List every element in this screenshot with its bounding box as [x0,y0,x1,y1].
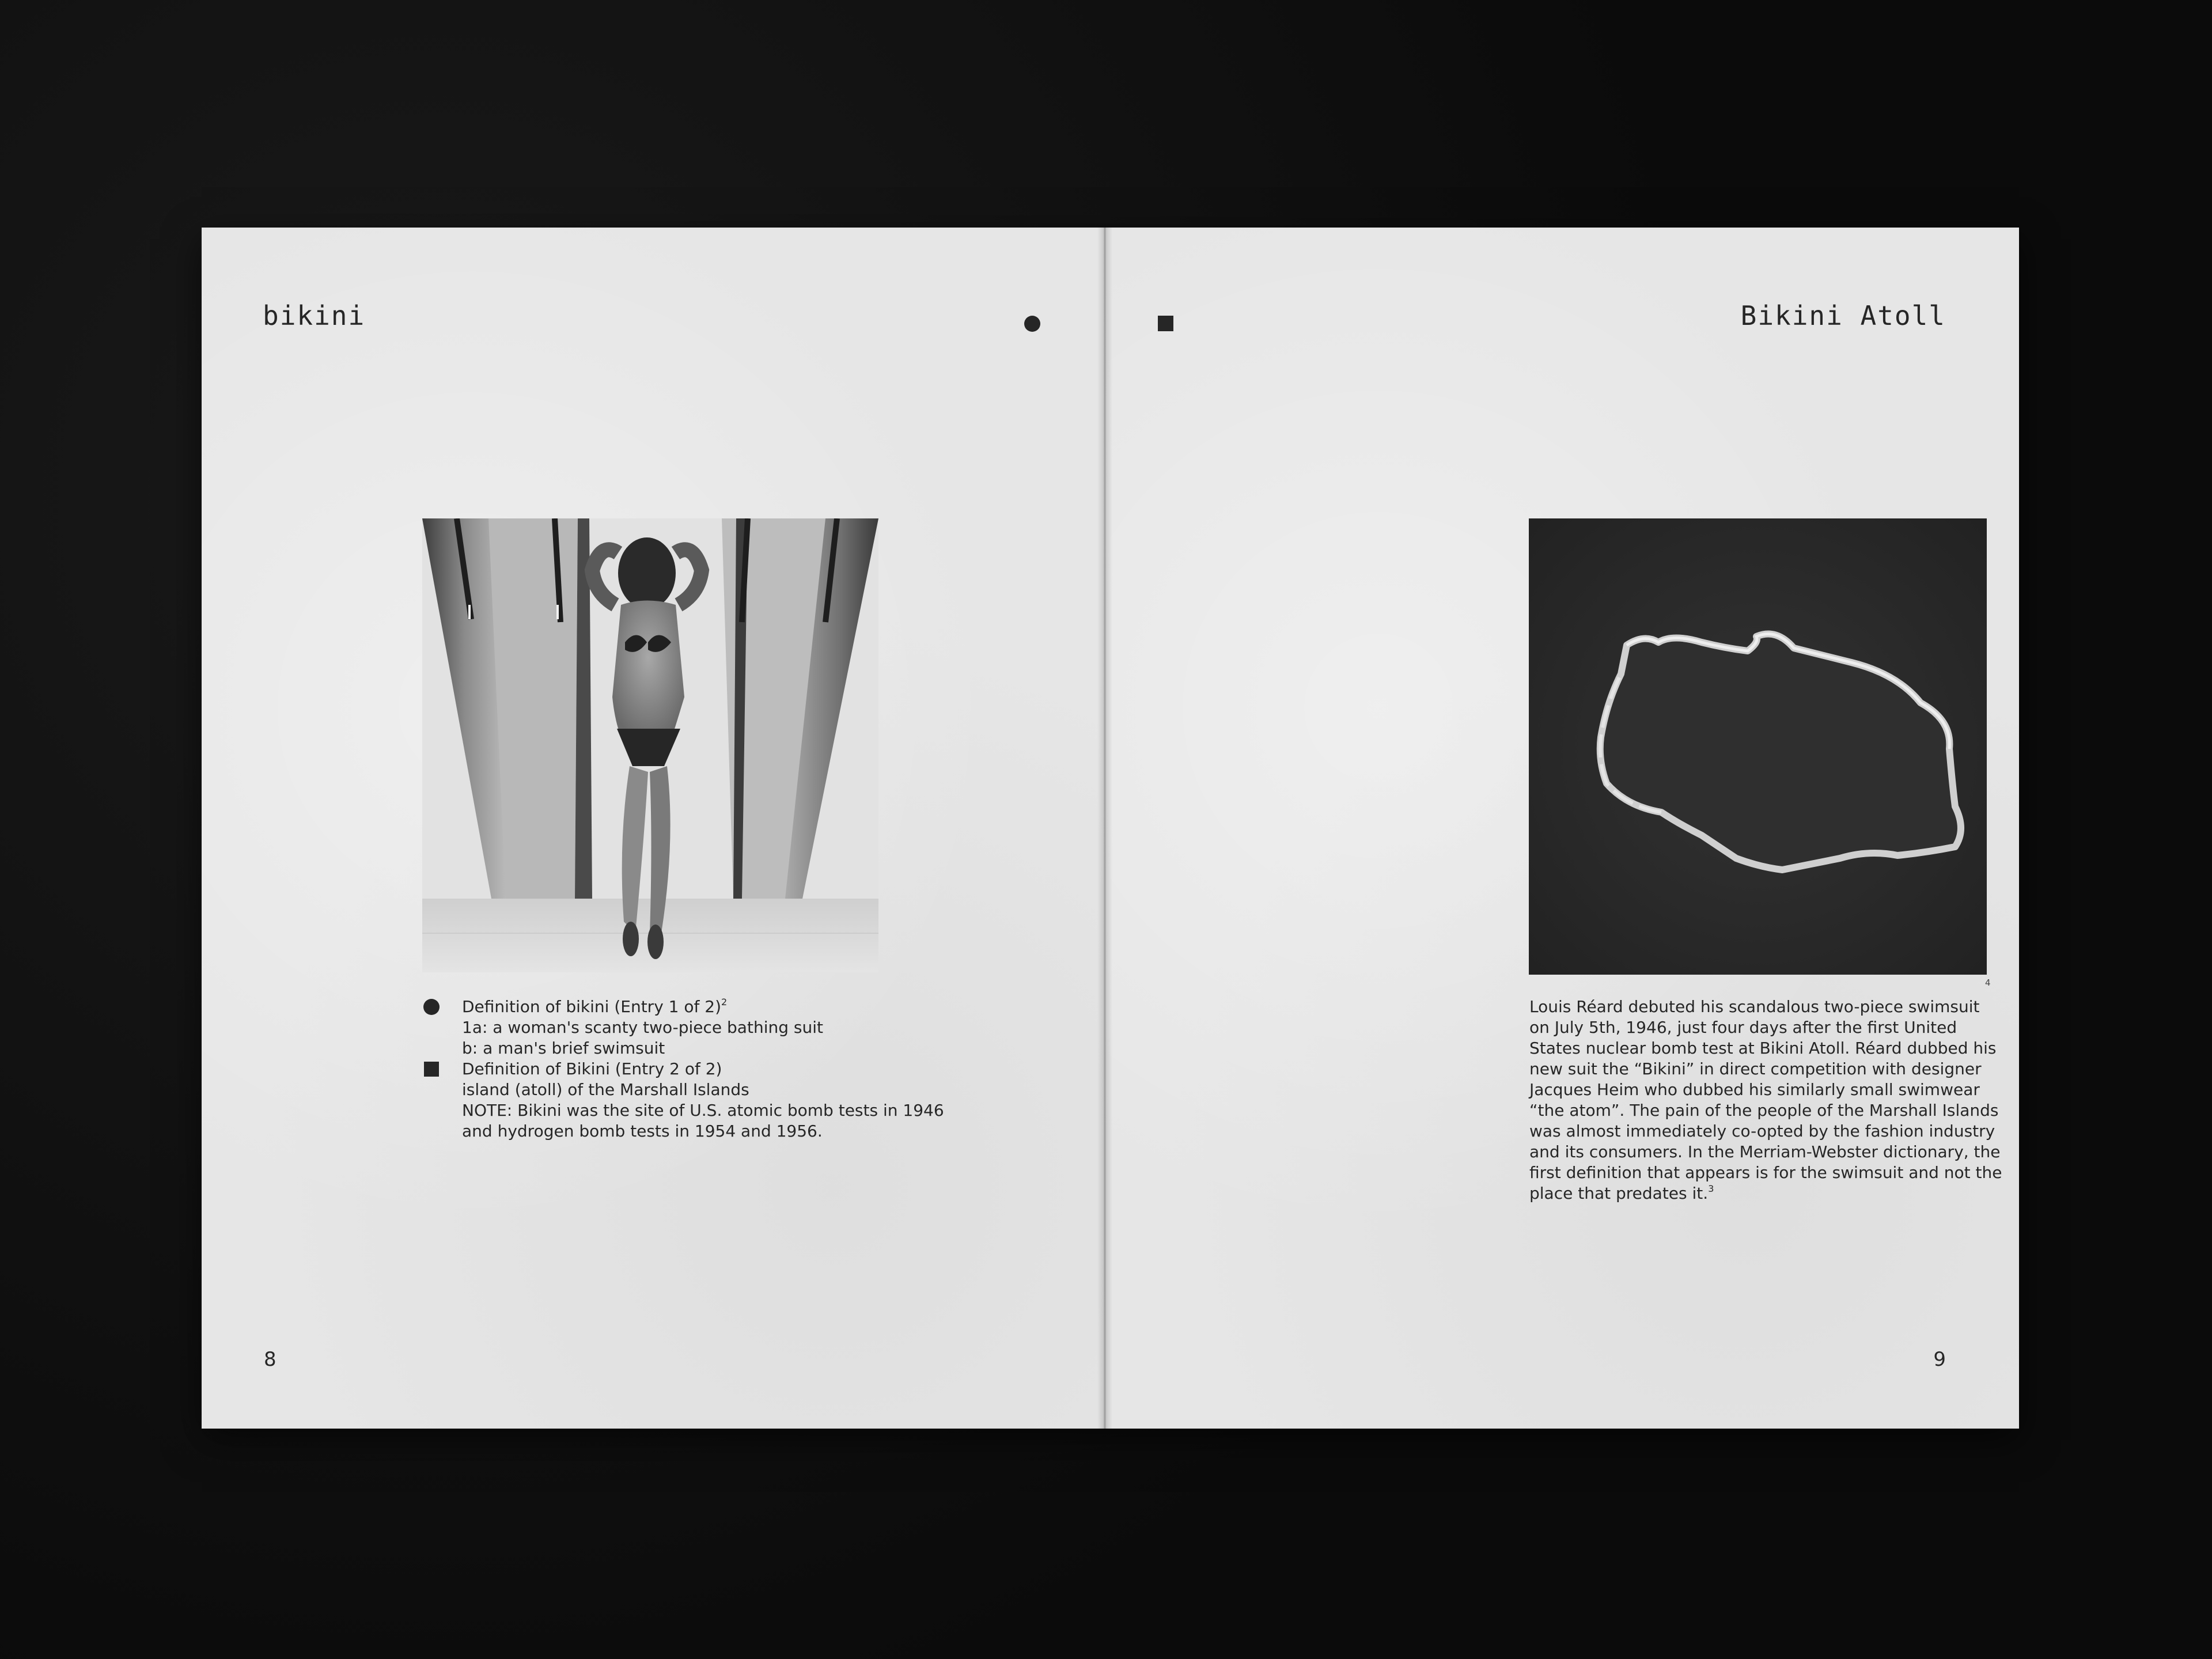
body-line: on July 5th, 1946, just four days after the first United [1529,1018,1957,1037]
booklet-spread [202,228,2019,1429]
left-running-head: bikini [263,300,366,331]
circle-bullet-icon [423,999,440,1015]
swimsuit-photo [422,518,878,972]
body-line: States nuclear bomb test at Bikini Atoll. Réard dubbed his [1529,1039,1997,1058]
definition-line: island (atoll) of the Marshall Islands [462,1080,749,1099]
definition-entry-2-title: Definition of Bikini (Entry 2 of 2) [462,1059,722,1078]
circle-marker-icon [1024,316,1040,332]
atoll-photo-graphic [1529,518,1987,975]
left-page [202,228,1104,1429]
left-page-number: 8 [264,1348,276,1371]
body-line: Louis Réard debuted his scandalous two-piece swimsuit [1529,997,1980,1016]
body-line: first definition that appears is for the swimsuit and not the [1529,1163,2002,1182]
figure-footnote-marker: 4 [1985,978,1991,988]
spine-gutter [1097,228,1112,1429]
square-marker-icon [1158,316,1173,331]
definition-entry-2 [423,1059,942,1142]
definition-entry-1-title: Definition of bikini (Entry 1 of 2)$^2$ [462,997,728,1016]
footnote-marker: 3 [1708,1183,1714,1194]
definition-list [423,997,942,1142]
definition-line: 1a: a woman's scanty two-piece bathing suit [462,1018,823,1037]
swimsuit-photo-graphic [422,518,878,972]
body-line: “the atom”. The pain of the people of the Marshall Islands [1529,1101,1999,1120]
right-page [1104,228,2019,1429]
definition-line: b: a man's brief swimsuit [462,1039,665,1058]
definition-line: NOTE: Bikini was the site of U.S. atomic bomb tests in 1946 [462,1101,944,1120]
square-bullet-icon [424,1062,439,1077]
right-page-number: 9 [1933,1348,1946,1371]
definition-line: and hydrogen bomb tests in 1954 and 1956. [462,1122,823,1141]
right-running-head: Bikini Atoll [1740,300,1946,331]
body-line: and its consumers. In the Merriam-Webster dictionary, the [1529,1142,2001,1161]
footnote-marker: 2 [721,997,728,1007]
body-line: Jacques Heim who dubbed his similarly small swimwear [1529,1080,1980,1099]
body-paragraph [1529,997,2008,1204]
body-line: new suit the “Bikini” in direct competition with designer [1529,1059,1982,1078]
atoll-aerial-photo [1529,518,1987,975]
definition-entry-1 [423,997,942,1059]
body-line: was almost immediately co-opted by the fashion industry [1529,1122,1995,1141]
body-last-line: place that predates it.$^3$ [1529,1183,1714,1203]
